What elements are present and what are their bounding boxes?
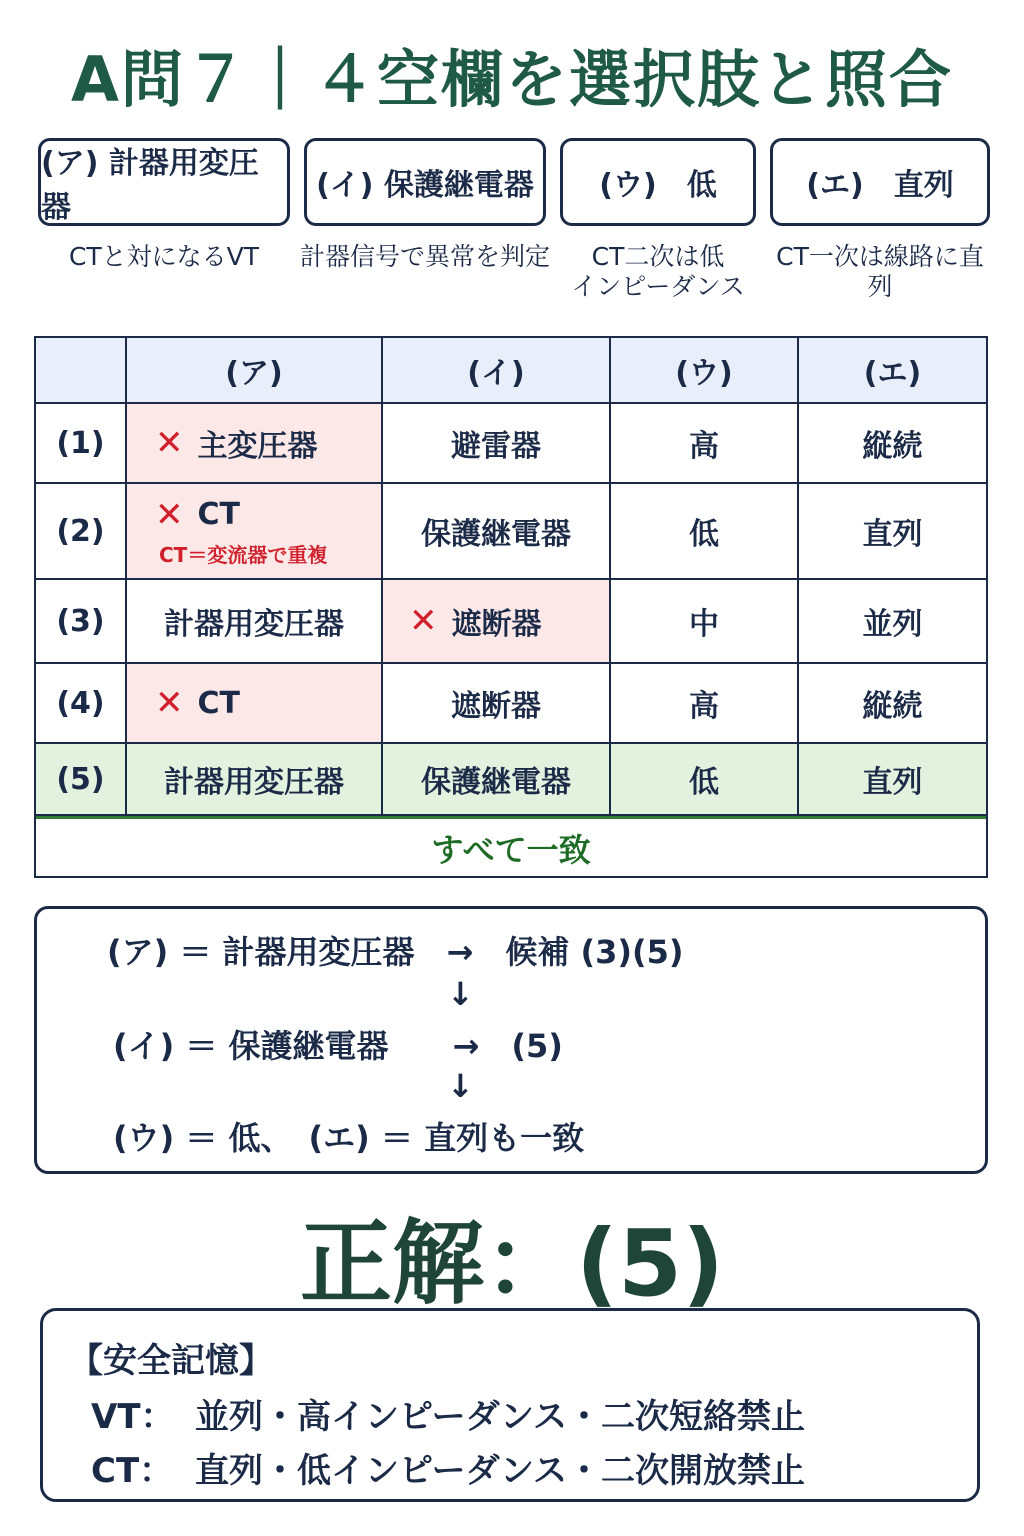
memo-ct-text: 直列・低インピーダンス・二次開放禁止 — [195, 1451, 805, 1491]
row-1-d: 縦続 — [799, 404, 986, 484]
row-1-b: 避雷器 — [383, 404, 611, 484]
key-a-note: CTと対になるVT — [68, 242, 260, 271]
options-table — [34, 336, 988, 878]
row-1-no: (1) — [36, 404, 127, 484]
row-2-b: 保護継電器 — [383, 484, 611, 580]
wrong-mark-icon: ✕ — [409, 601, 438, 641]
row-3-a: 計器用変圧器 — [127, 580, 383, 664]
memo-vt-text: 並列・高インピーダンス・二次短絡禁止 — [195, 1397, 805, 1437]
final-answer: 正解：(5) — [299, 1210, 725, 1317]
key-b-note: 計器信号で異常を判定 — [299, 242, 550, 271]
row-5-c: 低 — [611, 744, 799, 816]
row-2-c: 低 — [611, 484, 799, 580]
row-5-no: (5) — [36, 744, 127, 816]
row-5-b: 保護継電器 — [383, 744, 611, 816]
key-d-box: (エ) 直列 — [770, 138, 990, 226]
table-header-c: (ウ) — [611, 338, 799, 404]
key-d-note: CT一次は線路に直列 — [776, 242, 984, 301]
key-c-note: CT二次は低 インピーダンス — [571, 242, 745, 301]
page-title: A問７｜４空欄を選択肢と照合 — [71, 43, 953, 116]
row-2-a-text: CT — [197, 497, 240, 532]
row-3-b-text: 遮断器 — [451, 607, 542, 642]
row-3-c: 中 — [611, 580, 799, 664]
wrong-mark-icon: ✕ — [155, 423, 184, 463]
row-2-no: (2) — [36, 484, 127, 580]
wrong-mark-icon: ✕ — [155, 683, 184, 723]
flow-line-c: (ウ) ＝ 低、 (エ) ＝ 直列も一致 — [113, 1119, 585, 1157]
down-arrow-icon: ↓ — [447, 1067, 474, 1105]
table-header-d: (エ) — [799, 338, 986, 404]
row-4-c: 高 — [611, 664, 799, 744]
row-1-a — [127, 404, 383, 484]
memo-vt-line — [91, 1389, 805, 1438]
row-4-d: 縦続 — [799, 664, 986, 744]
memo-ct-line — [91, 1443, 805, 1492]
row-3-b — [383, 580, 611, 664]
row-1-a-text: 主変圧器 — [197, 429, 318, 464]
row-4-a-text: CT — [197, 685, 240, 721]
reasoning-flow — [34, 906, 988, 1174]
table-header-blank — [36, 338, 127, 404]
row-4-no: (4) — [36, 664, 127, 744]
table-header-b: (イ) — [383, 338, 611, 404]
row-1-c: 高 — [611, 404, 799, 484]
row-3-d: 並列 — [799, 580, 986, 664]
memo-vt-label: VT： — [91, 1397, 175, 1437]
row-5-d: 直列 — [799, 744, 986, 816]
flow-line-a: (ア) ＝ 計器用変圧器 → 候補 (3)(5) — [107, 933, 684, 971]
table-header-a: (ア) — [127, 338, 383, 404]
row-3-no: (3) — [36, 580, 127, 664]
row-4-a — [127, 664, 383, 744]
down-arrow-icon: ↓ — [447, 975, 474, 1013]
memo-title: 【安全記憶】 — [69, 1341, 273, 1381]
row-2-a-note: CT＝変流器で重複 — [159, 542, 328, 567]
key-b-box: (イ) 保護継電器 — [304, 138, 546, 226]
row-2-a — [127, 484, 383, 580]
match-summary: すべて一致 — [36, 816, 986, 876]
memo-ct-label: CT： — [91, 1451, 174, 1491]
key-a-box: (ア) 計器用変圧器 — [38, 138, 290, 226]
wrong-mark-icon: ✕ — [155, 494, 184, 535]
key-c-box: (ウ) 低 — [560, 138, 756, 226]
flow-line-b: (イ) ＝ 保護継電器 → (5) — [113, 1027, 563, 1065]
row-4-b: 遮断器 — [383, 664, 611, 744]
safety-memo — [40, 1308, 980, 1502]
row-2-d: 直列 — [799, 484, 986, 580]
row-5-a: 計器用変圧器 — [127, 744, 383, 816]
